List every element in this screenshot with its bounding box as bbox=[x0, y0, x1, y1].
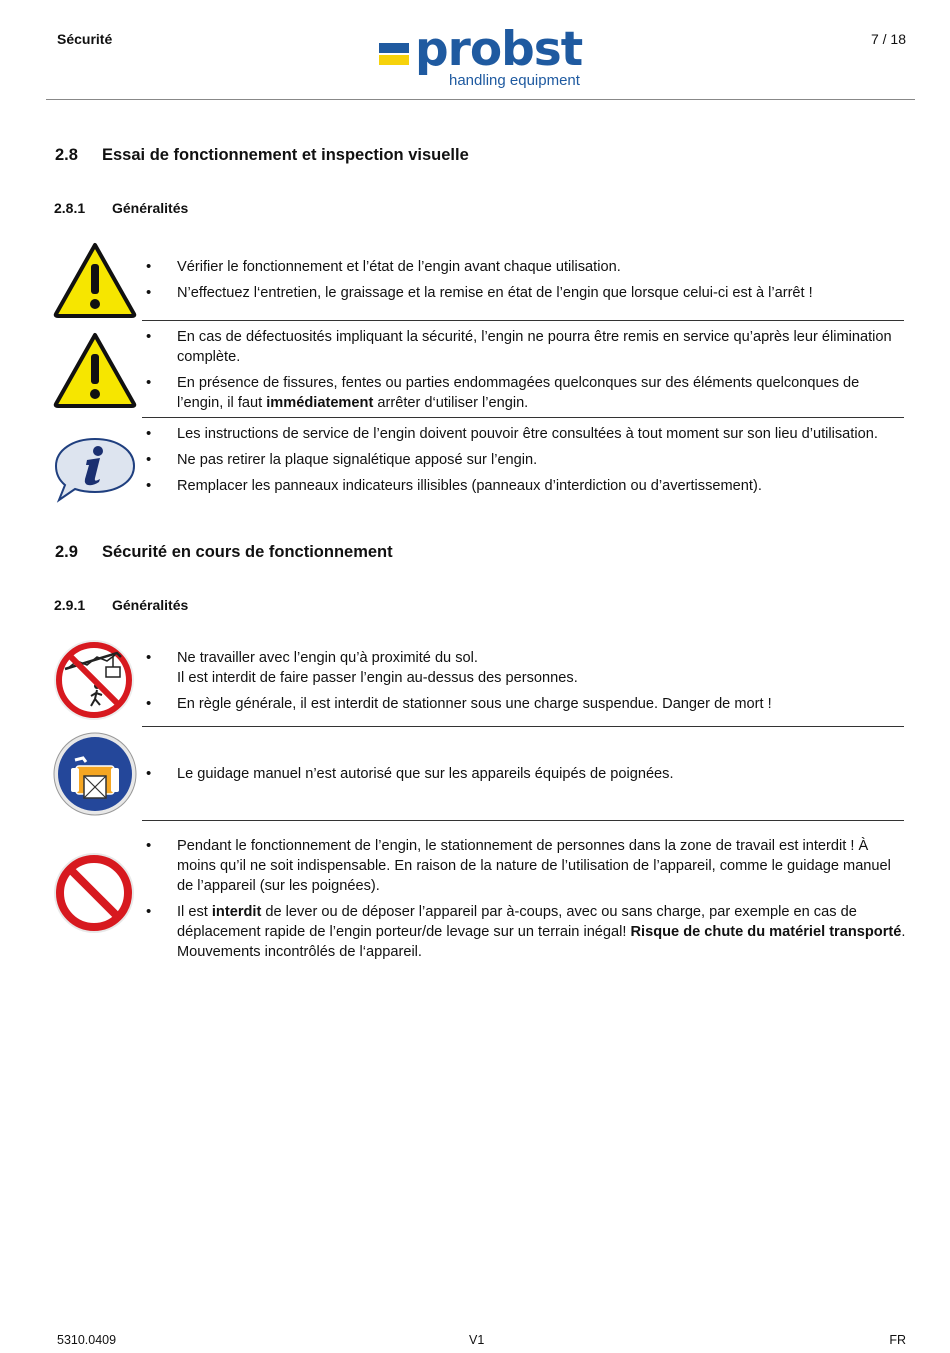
block-divider bbox=[142, 820, 904, 821]
warning-icon bbox=[53, 242, 137, 322]
header-section-title: Sécurité bbox=[57, 31, 113, 47]
bullet-list bbox=[146, 764, 906, 790]
bullet-list bbox=[146, 648, 906, 720]
use-handles-icon bbox=[53, 732, 137, 820]
section-title: Essai de fonctionnement et inspection visuelle bbox=[102, 146, 469, 164]
probst-logo bbox=[379, 22, 594, 94]
header-divider bbox=[46, 99, 915, 100]
page-number: 7 / 18 bbox=[870, 31, 906, 47]
list-item: • En règle générale, il est interdit de stationner sous une charge suspendue. Danger de mort ! bbox=[146, 694, 906, 714]
text-run: En présence de fissures, fentes ou parties endommagées quelconques sur des éléments quelconques de l’engin, il faut bbox=[177, 375, 860, 411]
subsection-heading-2-8-1 bbox=[54, 200, 188, 216]
logo-mark-blue bbox=[379, 43, 409, 53]
no-suspended-load-icon bbox=[53, 639, 135, 725]
footer-version: V1 bbox=[469, 1333, 485, 1347]
subsection-number: 2.9.1 bbox=[54, 597, 86, 613]
list-item: • Le guidage manuel n’est autorisé que sur les appareils équipés de poignées. bbox=[146, 764, 906, 784]
block-divider bbox=[142, 320, 904, 321]
list-item: • Les instructions de service de l’engin doivent pouvoir être consultées à tout moment sur son lieu d’utilisation. bbox=[146, 424, 906, 444]
text-line: Il est interdit de faire passer l’engin au-dessus des personnes. bbox=[177, 670, 578, 686]
block-divider bbox=[142, 726, 904, 727]
subsection-title: Généralités bbox=[112, 200, 189, 216]
list-item bbox=[146, 373, 906, 413]
text-run: de lever ou de déposer l’appareil par à-coups, avec ou sans charge, par exemple en cas de déplacement rapide de l’engin porteur/de levage sur un terrain inégal! bbox=[177, 904, 857, 940]
text-run: Il est bbox=[177, 904, 212, 920]
text-run: arrêter d‘utiliser l’engin. bbox=[373, 395, 529, 411]
logo-mark-yellow bbox=[379, 55, 409, 65]
bullet-list bbox=[146, 327, 906, 419]
bold-text: interdit bbox=[211, 904, 262, 920]
section-title: Sécurité en cours de fonctionnement bbox=[102, 543, 393, 561]
list-item: • Ne pas retirer la plaque signalétique apposé sur l’engin. bbox=[146, 450, 906, 470]
bullet-list bbox=[146, 424, 906, 502]
text-line: Ne travailler avec l’engin qu’à proximité du sol. bbox=[177, 650, 478, 666]
section-heading-2-8 bbox=[55, 146, 469, 165]
bullet-list bbox=[146, 257, 906, 309]
list-item bbox=[146, 648, 906, 688]
bold-text: Risque de chute du matériel transporté bbox=[630, 924, 902, 940]
footer-doc-number: 5310.0409 bbox=[57, 1333, 117, 1347]
logo-wordmark: probst bbox=[415, 22, 583, 77]
list-item: • Remplacer les panneaux indicateurs illisibles (panneaux d’interdiction ou d’avertissement). bbox=[146, 476, 906, 496]
section-number: 2.8 bbox=[55, 146, 78, 164]
info-icon bbox=[53, 436, 137, 508]
warning-icon bbox=[53, 332, 137, 412]
subsection-heading-2-9-1 bbox=[54, 597, 188, 613]
footer-language: FR bbox=[889, 1333, 906, 1347]
section-number: 2.9 bbox=[55, 543, 78, 561]
bullet-list bbox=[146, 836, 906, 968]
section-heading-2-9 bbox=[55, 543, 393, 562]
subsection-number: 2.8.1 bbox=[54, 200, 86, 216]
list-item: • En cas de défectuosités impliquant la sécurité, l’engin ne pourra être remis en service qu’après leur élimination complète. bbox=[146, 327, 906, 367]
list-item bbox=[146, 902, 906, 962]
list-item: • Vérifier le fonctionnement et l’état de l’engin avant chaque utilisation. bbox=[146, 257, 906, 277]
text-run: . Mouvements incontrôlés de l‘appareil. bbox=[177, 924, 906, 960]
block-divider bbox=[142, 417, 904, 418]
bold-text: immédiatement bbox=[266, 395, 374, 411]
list-item: • Pendant le fonctionnement de l’engin, le stationnement de personnes dans la zone de travail est interdit ! À moins qu’il ne soit indispensable. En raison de la nature de l’utilisation de l’appareil, comme le guidage manuel de l’appareil (sur les poignées). bbox=[146, 836, 906, 896]
prohibition-icon bbox=[53, 852, 135, 938]
list-item: • N’effectuez l‘entretien, le graissage et la remise en état de l’engin que lorsque celui-ci est à l’arrêt ! bbox=[146, 283, 906, 303]
logo-tagline: handling equipment bbox=[449, 72, 580, 89]
subsection-title: Généralités bbox=[112, 597, 189, 613]
